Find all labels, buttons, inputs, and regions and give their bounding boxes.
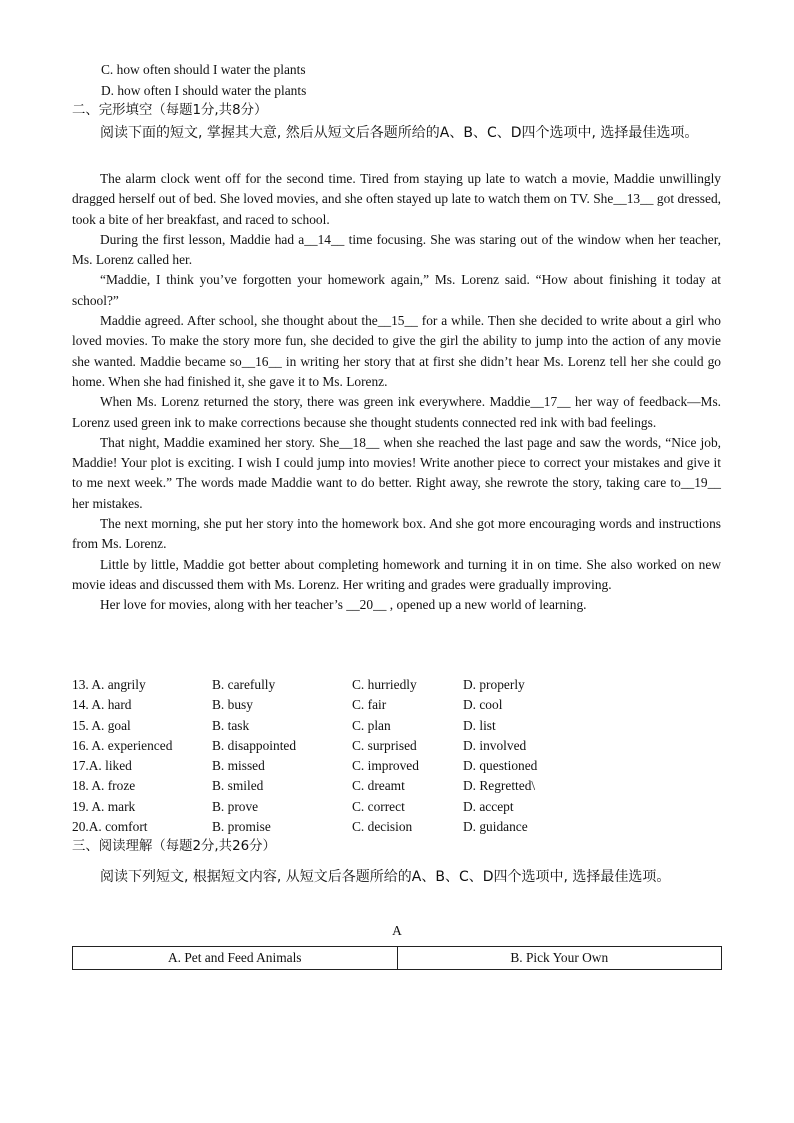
passage-paragraph-8: Little by little, Maddie got better about completing homework and turning it in on time. She also worked on new movie ideas and discussed them with Ms. Lorenz. Her writing and grades were gradually improving. bbox=[72, 556, 721, 592]
option-b[interactable]: B. missed bbox=[212, 758, 265, 773]
option-d[interactable]: D. accept bbox=[463, 799, 514, 814]
option-c[interactable]: C. surprised bbox=[352, 738, 417, 753]
option-a[interactable]: 20.A. comfort bbox=[72, 819, 148, 834]
section2-heading: 二、完形填空（每题1分,共8分） bbox=[72, 103, 268, 118]
passage-paragraph-5: When Ms. Lorenz returned the story, there was green ink everywhere. Maddie__17__ her way of feedback—Ms. Lorenz used green ink to make corrections because she thought students connected red ink with bad feelings. bbox=[72, 394, 721, 430]
option-d[interactable]: D. Regretted\ bbox=[463, 778, 536, 793]
option-d-line: D. how often I should water the plants bbox=[101, 83, 307, 98]
table-cell-pick-own: B. Pick Your Own bbox=[397, 947, 722, 970]
option-b[interactable]: B. busy bbox=[212, 697, 253, 712]
section2-instruction: 阅读下面的短文, 掌握其大意, 然后从短文后各题所给的A、B、C、D四个选项中, 选择最佳选项。 bbox=[100, 125, 699, 141]
option-b[interactable]: B. disappointed bbox=[212, 738, 297, 753]
section3-heading: 三、阅读理解（每题2分,共26分） bbox=[72, 839, 276, 854]
passage-paragraph-1: The alarm clock went off for the second time. Tired from staying up late to watch a movie, Maddie unwillingly dragged herself out of bed. She loved movies, and she often stayed up late to watch them on TV. She__13__ got dressed, took a bite of her breakfast, and raced to school. bbox=[72, 171, 721, 227]
option-a[interactable]: 18. A. froze bbox=[72, 778, 136, 793]
option-a[interactable]: 17.A. liked bbox=[72, 758, 132, 773]
option-c[interactable]: C. fair bbox=[352, 697, 387, 712]
option-c[interactable]: C. improved bbox=[352, 758, 419, 773]
option-b[interactable]: B. carefully bbox=[212, 677, 276, 692]
option-a[interactable]: 15. A. goal bbox=[72, 718, 131, 733]
option-c-line: C. how often should I water the plants bbox=[101, 62, 306, 77]
option-c[interactable]: C. dreamt bbox=[352, 778, 405, 793]
section3-instruction: 阅读下列短文, 根据短文内容, 从短文后各题所给的A、B、C、D四个选项中, 选择最佳选项。 bbox=[100, 869, 671, 885]
option-c[interactable]: C. correct bbox=[352, 799, 405, 814]
activities-table bbox=[72, 946, 722, 970]
option-d[interactable]: D. involved bbox=[463, 738, 527, 753]
option-b[interactable]: B. prove bbox=[212, 799, 259, 814]
passage-paragraph-4: Maddie agreed. After school, she thought about the__15__ for a while. Then she decided to write about a girl who loved movies. To make the story more fun, she decided to give the girl the ability to jump into the action of any movie she wanted. Maddie became so__16__ in writing her story that at first she didn’t hear Ms. Lorenz tell her she could go home. When she had finished it, she gave it to Ms. Lorenz. bbox=[72, 313, 721, 389]
option-a[interactable]: 13. A. angrily bbox=[72, 677, 146, 692]
option-b[interactable]: B. promise bbox=[212, 819, 271, 834]
passage-paragraph-3: “Maddie, I think you’ve forgotten your homework again,” Ms. Lorenz said. “How about finishing it today at school?” bbox=[72, 272, 721, 308]
option-d[interactable]: D. questioned bbox=[463, 758, 538, 773]
option-b[interactable]: B. task bbox=[212, 718, 250, 733]
option-c[interactable]: C. decision bbox=[352, 819, 413, 834]
option-c[interactable]: C. plan bbox=[352, 718, 391, 733]
option-a[interactable]: 19. A. mark bbox=[72, 799, 136, 814]
passage-paragraph-2: During the first lesson, Maddie had a__14__ time focusing. She was staring out of the window when her teacher, Ms. Lorenz called her. bbox=[72, 231, 721, 268]
passage-paragraph-6: That night, Maddie examined her story. She__18__ when she reached the last page and saw the words, “Nice job, Maddie! Your plot is exciting. I wish I could jump into movies! Write another piece to correct your mistakes and give it to me next week.” The words made Maddie want to do better. Right away, she rewrote the story, taking care to__19__ her mistakes. bbox=[72, 434, 721, 511]
passage-label: A bbox=[392, 923, 402, 938]
option-b[interactable]: B. smiled bbox=[212, 778, 264, 793]
cloze-passage bbox=[72, 169, 721, 616]
option-d[interactable]: D. guidance bbox=[463, 819, 528, 834]
option-d[interactable]: D. cool bbox=[463, 697, 503, 712]
option-d[interactable]: D. list bbox=[463, 718, 496, 733]
table-row bbox=[73, 947, 722, 970]
passage-paragraph-7: The next morning, she put her story into the homework box. And she got more encouraging words and instructions from Ms. Lorenz. bbox=[72, 516, 721, 552]
option-d[interactable]: D. properly bbox=[463, 677, 525, 692]
passage-paragraph-9: Her love for movies, along with her teacher’s __20__ , opened up a new world of learning. bbox=[100, 597, 587, 613]
option-c[interactable]: C. hurriedly bbox=[352, 677, 417, 692]
table-cell-pet-feed: A. Pet and Feed Animals bbox=[73, 947, 398, 970]
option-a[interactable]: 16. A. experienced bbox=[72, 738, 173, 753]
option-a[interactable]: 14. A. hard bbox=[72, 697, 132, 712]
